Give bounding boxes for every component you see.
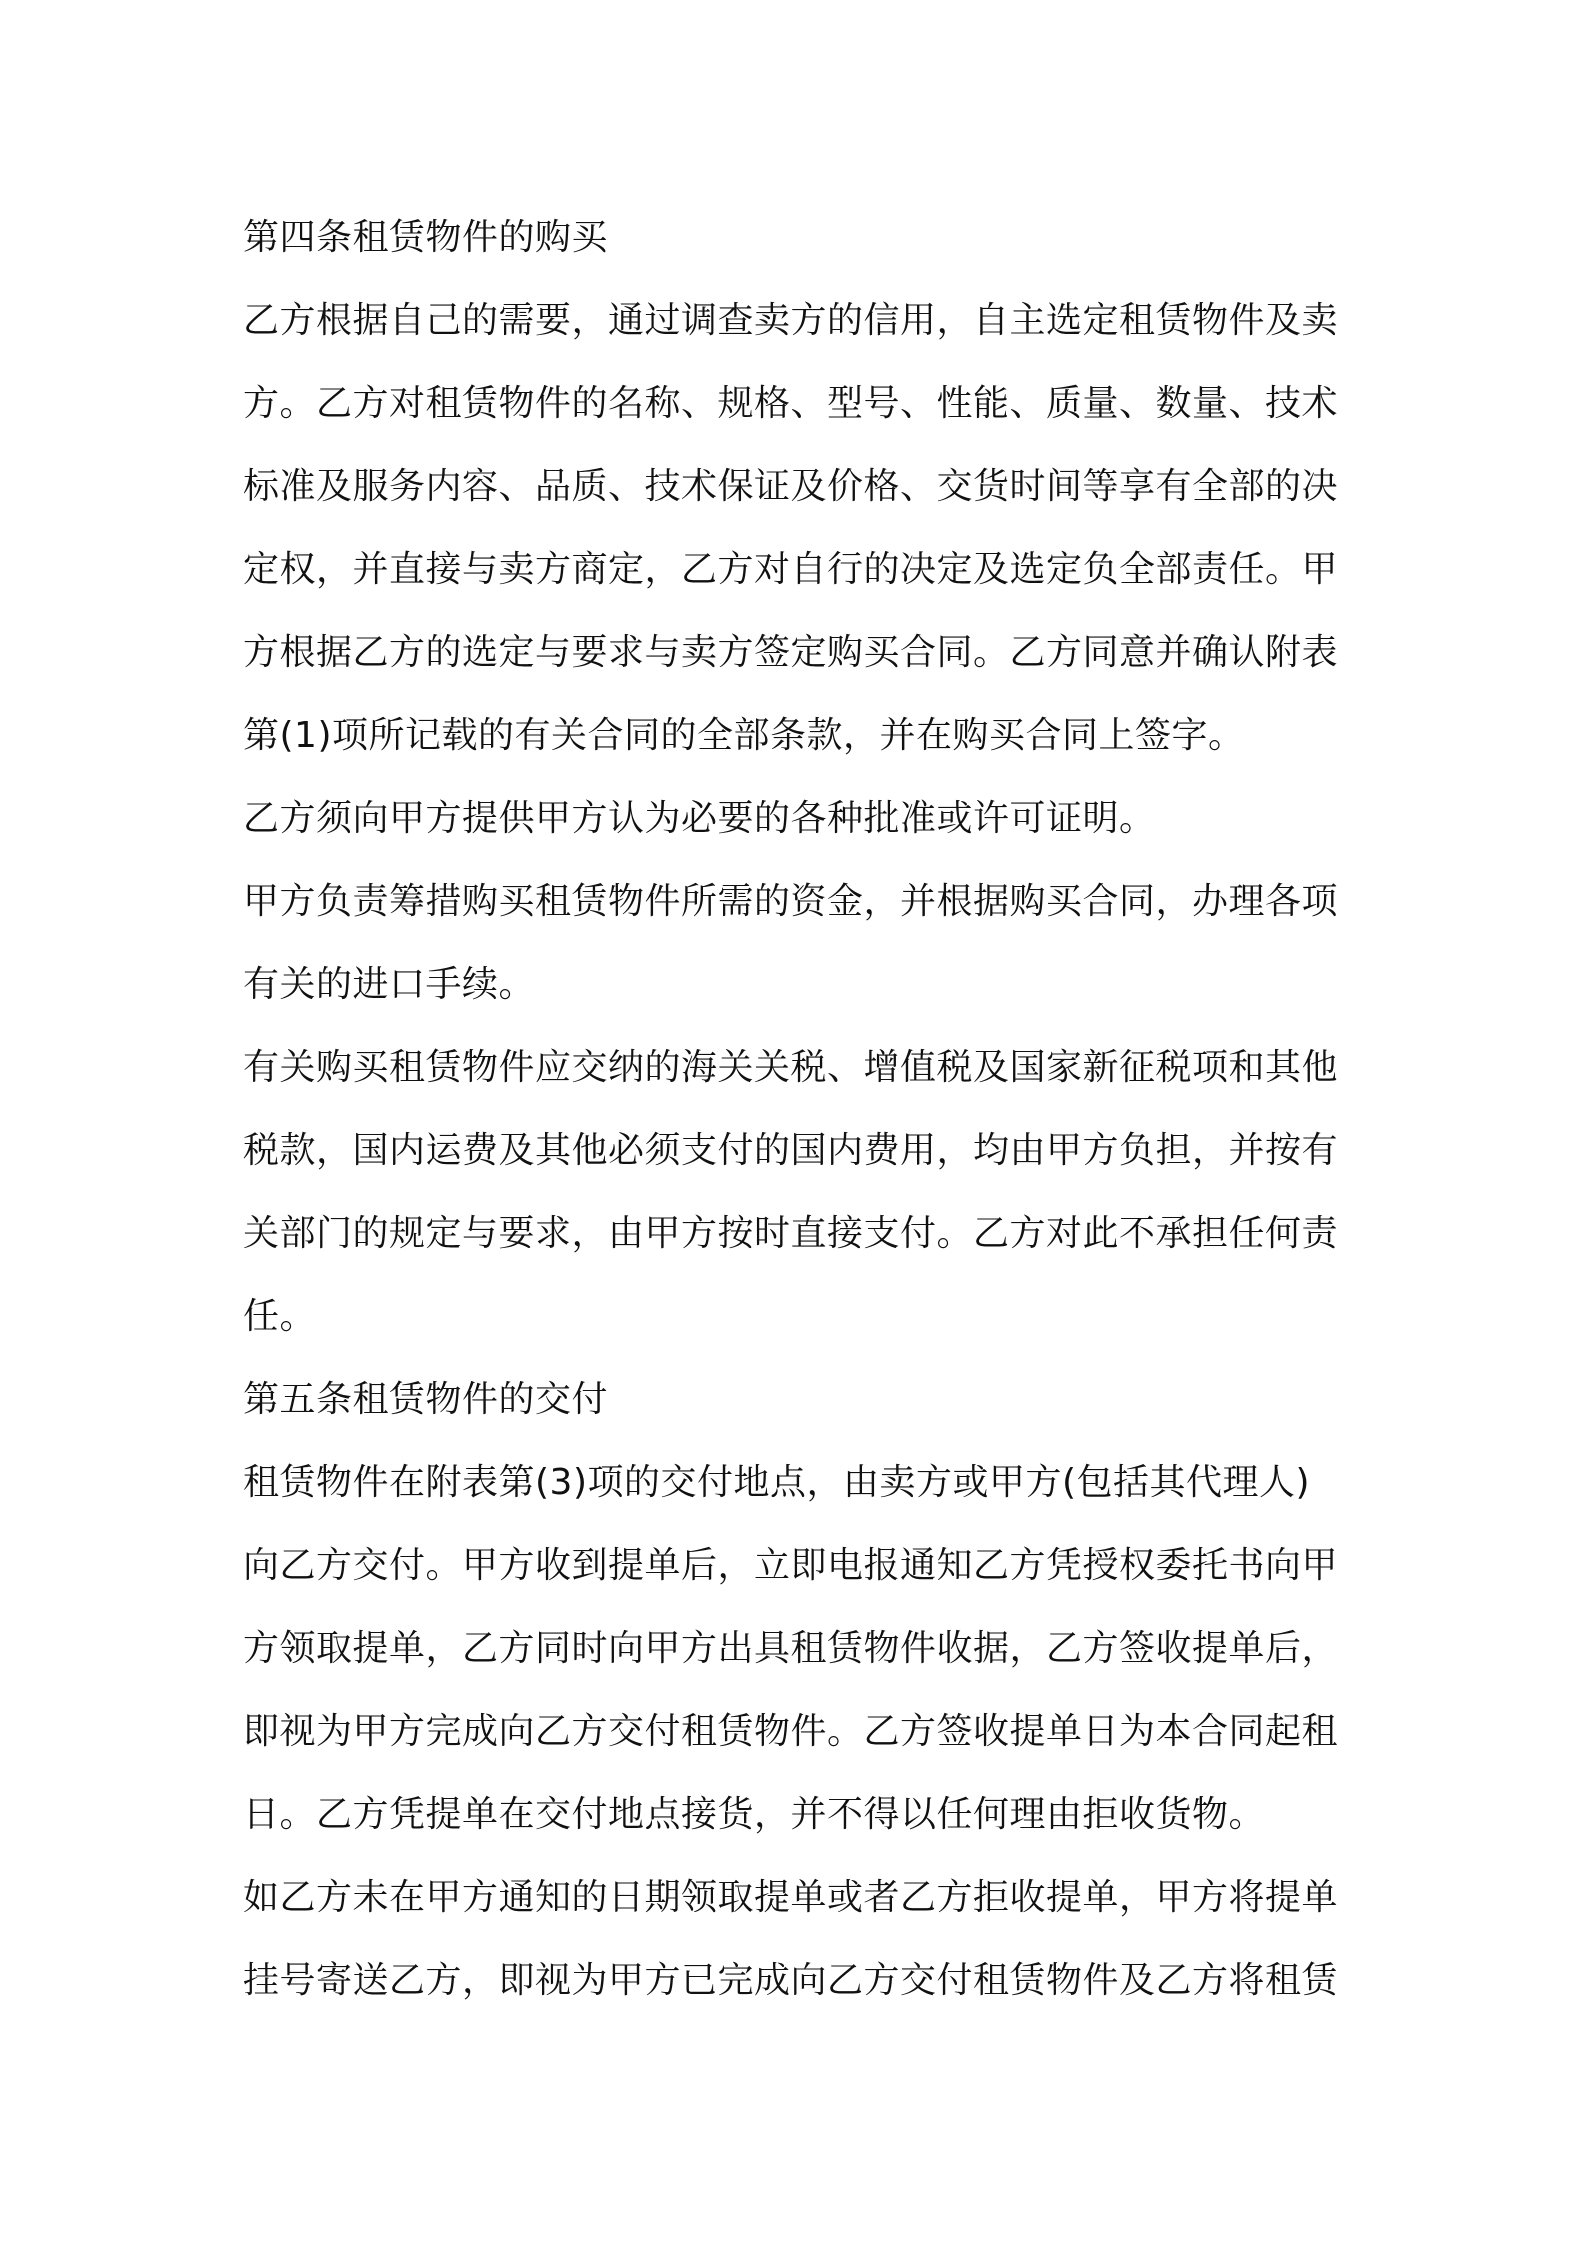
paragraph-line: 乙方根据自己的需要，通过调查卖方的信用，自主选定租赁物件及卖 [243, 300, 1339, 341]
paragraph-line: 税款，国内运费及其他必须支付的国内费用，均由甲方负担，并按有 [243, 1130, 1339, 1171]
paragraph-line: 有关购买租赁物件应交纳的海关关税、增值税及国家新征税项和其他 [243, 1047, 1339, 1088]
paragraph-line: 关部门的规定与要求，由甲方按时直接支付。乙方对此不承担任何责 [243, 1213, 1339, 1254]
paragraph-line: 任。 [243, 1296, 317, 1337]
paragraph-line: 方根据乙方的选定与要求与卖方签定购买合同。乙方同意并确认附表 [243, 632, 1339, 673]
paragraph-line: 甲方负责筹措购买租赁物件所需的资金，并根据购买合同，办理各项 [243, 881, 1339, 922]
document-body [243, 196, 1358, 2022]
paragraph-line: 标准及服务内容、品质、技术保证及价格、交货时间等享有全部的决 [243, 466, 1339, 507]
paragraph-line: 有关的进口手续。 [243, 964, 536, 1005]
section-heading-article-5: 第五条租赁物件的交付 [243, 1379, 609, 1420]
paragraph-line: 乙方须向甲方提供甲方认为必要的各种批准或许可证明。 [243, 798, 1156, 839]
section-heading-article-4: 第四条租赁物件的购买 [243, 217, 609, 258]
paragraph-line: 挂号寄送乙方，即视为甲方已完成向乙方交付租赁物件及乙方将租赁 [243, 1960, 1339, 2001]
paragraph-line: 租赁物件在附表第(3)项的交付地点，由卖方或甲方(包括其代理人) [243, 1462, 1311, 1503]
paragraph-line: 即视为甲方完成向乙方交付租赁物件。乙方签收提单日为本合同起租 [243, 1711, 1339, 1752]
paragraph-line: 方。乙方对租赁物件的名称、规格、型号、性能、质量、数量、技术 [243, 383, 1339, 424]
paragraph-line: 定权，并直接与卖方商定，乙方对自行的决定及选定负全部责任。甲 [243, 549, 1339, 590]
paragraph-line: 日。乙方凭提单在交付地点接货，并不得以任何理由拒收货物。 [243, 1794, 1266, 1835]
paragraph-line: 第(1)项所记载的有关合同的全部条款，并在购买合同上签字。 [243, 715, 1245, 756]
paragraph-line: 向乙方交付。甲方收到提单后，立即电报通知乙方凭授权委托书向甲 [243, 1545, 1339, 1586]
paragraph-line: 方领取提单，乙方同时向甲方出具租赁物件收据，乙方签收提单后， [243, 1628, 1339, 1669]
paragraph-line: 如乙方未在甲方通知的日期领取提单或者乙方拒收提单，甲方将提单 [243, 1877, 1339, 1918]
